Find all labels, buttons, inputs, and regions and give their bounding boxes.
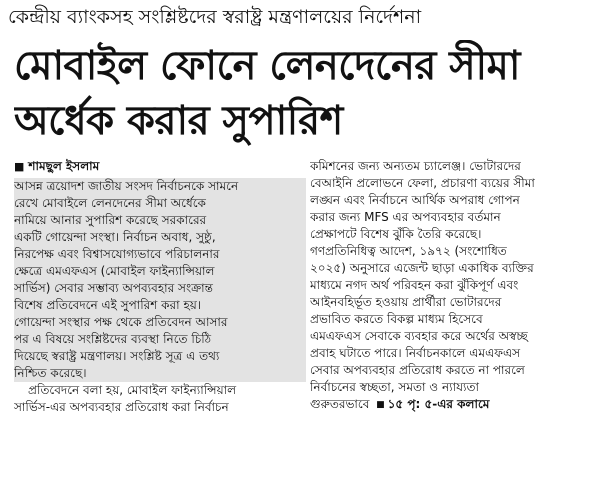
- kicker: কেন্দ্রীয় ব্যাংকসহ সংশ্লিষ্টদের স্বরাষ্ট্র মন্ত্রণালয়ের নির্দেশনা: [8, 6, 422, 28]
- right-line: আইনবহির্ভূত হওয়ায় প্রার্থীরা ভোটারদের: [310, 295, 502, 309]
- right-line-last: [310, 396, 602, 413]
- right-line-text: গুরুতরভাবে: [310, 397, 370, 411]
- left-line: বিশেষ প্রতিবেদনে এই সুপারিশ করা হয়।: [14, 297, 306, 314]
- left-line: গোয়েন্দা সংস্থার পক্ষ থেকে প্রতিবেদন আসার: [14, 314, 306, 331]
- right-line: লঙ্ঘন এবং নির্বাচনে আর্থিক অপরাধ গোপন: [310, 193, 520, 207]
- right-line: প্রেক্ষাপটে বিশেষ ঝুঁকি তৈরি করেছে।: [310, 227, 482, 241]
- right-line: প্রবাহ ঘটাতে পারে। নির্বাচনকালে এমএফএস: [310, 346, 521, 360]
- left-line: রেখে মোবাইলে লেনদেনের সীমা অর্ধেকে: [14, 195, 306, 212]
- column-right: [310, 158, 602, 413]
- left-line: প্রতিবেদনে বলা হয়, মোবাইল ফাইন্যান্সিয়াল: [28, 383, 237, 397]
- right-line: এমএফএস সেবাকে ব্যবহার করে অর্থের অস্বচ্ছ: [310, 329, 528, 343]
- right-line: গণপ্রতিনিধিত্ব আদেশ, ১৯৭২ (সংশোধিত: [310, 244, 507, 258]
- right-line: মাধ্যমে নগদ অর্থ পরিবহন করা ঝুঁকিপূর্ণ এবং: [310, 278, 519, 292]
- left-line: সার্ভিস-এর অপব্যবহার প্রতিরোধ করা নির্বাচন: [14, 400, 229, 414]
- left-line: নামিয়ে আনার সুপারিশ করেছে সরকারের: [14, 212, 306, 229]
- left-line: সার্ভিস) সেবার সম্ভাব্য অপব্যবহার সংক্রান্ত: [14, 280, 306, 297]
- left-line: ক্ষেত্রে এমএফএস (মোবাইল ফাইন্যান্সিয়াল: [14, 263, 306, 280]
- left-line: একটি গোয়েন্দা সংস্থা। নির্বাচন অবাধ, সুষ্ঠু,: [14, 229, 306, 246]
- byline-name: শামছুল ইসলাম: [28, 159, 100, 173]
- left-line: দিয়েছে স্বরাষ্ট্র মন্ত্রণালয়। সংশ্লিষ্ট সূত্র এ তথ্য: [14, 348, 306, 365]
- right-line: সেবার অপব্যবহার প্রতিরোধ করতে না পারলে: [310, 363, 525, 377]
- right-line: করার জন্য MFS এর অপব্যবহার বর্তমান: [310, 210, 501, 224]
- right-line: বেআইনি প্রলোভনে ফেলা, প্রচারণা ব্যয়ের সীমা: [310, 176, 535, 190]
- right-line: ২০২৫) অনুসারে এজেন্ট ছাড়া একাধিক ব্যক্তির: [310, 261, 534, 275]
- headline-line-2: অর্ধেক করার সুপারিশ: [14, 98, 343, 144]
- right-line: প্রভাবিত করতে বিকল্প মাধ্যম হিসেবে: [310, 312, 483, 326]
- column-left: [14, 178, 306, 416]
- left-line: নিশ্চিত করেছে।: [14, 365, 306, 382]
- continuation-arrow-icon: ■: [373, 400, 385, 410]
- left-line: পর এ বিষয়ে সংশ্লিষ্টদের ব্যবস্থা নিতে চিঠি: [14, 331, 306, 348]
- right-line: কমিশনের জন্য অন্যতম চ্যালেঞ্জ। ভোটারদের: [310, 159, 521, 173]
- headline-line-1: মোবাইল ফোনে লেনদেনের সীমা: [14, 43, 520, 89]
- right-line: নির্বাচনের স্বচ্ছতা, সমতা ও ন্যায্যতা: [310, 380, 479, 394]
- left-line: আসন্ন ত্রয়োদশ জাতীয় সংসদ নির্বাচনকে সামনে: [14, 178, 306, 195]
- left-line: নিরপেক্ষ এবং বিশ্বাসযোগ্যভাবে পরিচালনার: [14, 246, 306, 263]
- continuation-note: ১৫ পৃ: ৫-এর কলামে: [387, 397, 490, 411]
- byline: [14, 158, 294, 175]
- bullet-icon: ■: [14, 160, 25, 173]
